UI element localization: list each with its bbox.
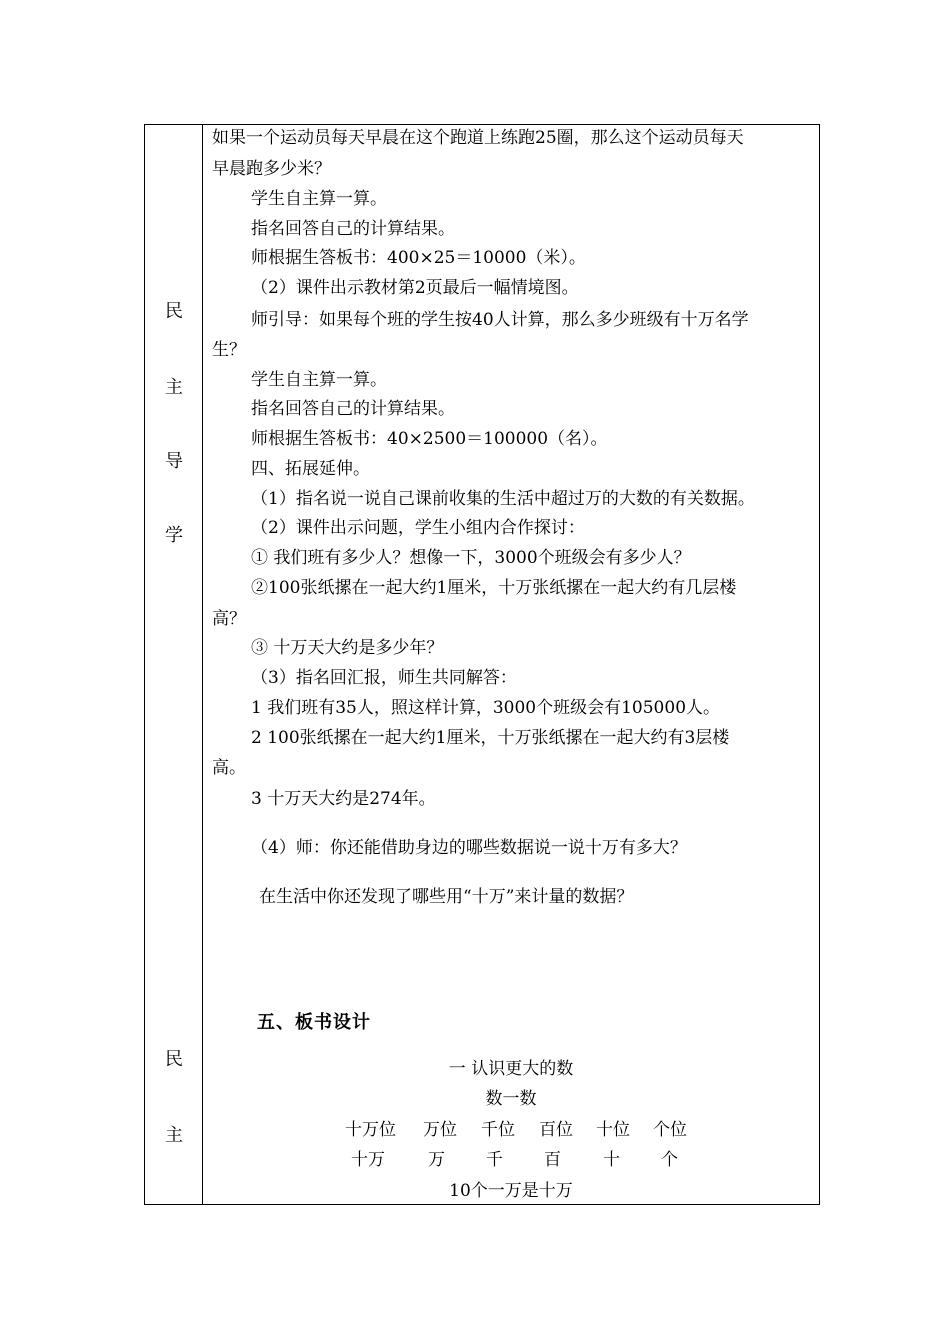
left-label-char: 民 [165, 301, 183, 322]
text-line: 1 我们班有35人，照这样计算，3000个班级会有105000人。 [251, 698, 721, 718]
text-line: 指名回答自己的计算结果。 [251, 219, 455, 239]
unit-label: 个 [661, 1150, 678, 1170]
text-line: ① 我们班有多少人？想像一下，3000个班级会有多少人？ [251, 548, 691, 568]
place-label: 万位 [423, 1120, 457, 1140]
unit-row [203, 1149, 819, 1171]
text-line: （2）课件出示教材第2页最后一幅情境图。 [251, 278, 579, 298]
place-label: 个位 [653, 1120, 687, 1140]
unit-label: 百 [544, 1150, 561, 1170]
place-label: 千位 [481, 1120, 515, 1140]
unit-label: 十 [603, 1150, 620, 1170]
text-line: （4）师：你还能借助身边的哪些数据说一说十万有多大？ [251, 838, 687, 858]
text-line: 生？ [212, 340, 246, 360]
text-line: ②100张纸摞在一起大约1厘米，十万张纸摞在一起大约有几层楼 [251, 578, 737, 598]
left-label-char: 主 [165, 1125, 183, 1146]
text-line: 2 100张纸摞在一起大约1厘米，十万张纸摞在一起大约有3层楼 [251, 728, 730, 748]
text-line: 指名回答自己的计算结果。 [251, 399, 455, 419]
place-label: 十万位 [345, 1120, 396, 1140]
lesson-table [144, 124, 820, 1205]
text-line: ③ 十万天大约是多少年？ [251, 638, 444, 658]
left-label-char: 导 [165, 451, 183, 472]
text-line: 师根据生答板书：40×2500＝100000（名）。 [251, 429, 608, 449]
text-line: （2）课件出示问题，学生小组内合作探讨： [251, 518, 585, 538]
unit-label: 万 [428, 1150, 445, 1170]
text-line: 四、拓展延伸。 [251, 459, 370, 479]
left-label-char: 学 [165, 525, 183, 546]
place-label: 十位 [596, 1120, 630, 1140]
text-line: 高？ [212, 609, 246, 629]
text-line: 高。 [212, 758, 246, 778]
unit-label: 十万 [351, 1150, 385, 1170]
section-heading: 五、板书设计 [257, 1012, 371, 1033]
lesson-content [203, 125, 819, 1204]
text-line: 师引导：如果每个班的学生按40人计算，那么多少班级有十万名学 [251, 310, 749, 330]
board-subtitle: 数一数 [485, 1089, 537, 1109]
left-label-char: 民 [165, 1049, 183, 1070]
text-line: 如果一个运动员每天早晨在这个跑道上练跑25圈，那么这个运动员每天 [212, 128, 744, 148]
board-title: 一 认识更大的数 [448, 1059, 574, 1079]
place-label: 百位 [539, 1120, 573, 1140]
text-line: 3 十万天大约是274年。 [251, 789, 436, 809]
text-line: 学生自主算一算。 [251, 370, 387, 390]
text-line: （1）指名说一说自己课前收集的生活中超过万的大数的有关数据。 [251, 489, 755, 509]
board-conclusion: 10个一万是十万 [449, 1181, 573, 1201]
text-line: 在生活中你还发现了哪些用“十万”来计量的数据？ [259, 887, 634, 907]
text-line: 师根据生答板书：400×25＝10000（米）。 [251, 248, 586, 268]
left-label-char: 主 [165, 377, 183, 398]
text-line: 学生自主算一算。 [251, 189, 387, 209]
left-label-column [145, 125, 203, 1204]
place-value-row [203, 1119, 819, 1141]
text-line: （3）指名回汇报，师生共同解答： [251, 668, 517, 688]
unit-label: 千 [486, 1150, 503, 1170]
text-line: 早晨跑多少米？ [212, 159, 331, 179]
